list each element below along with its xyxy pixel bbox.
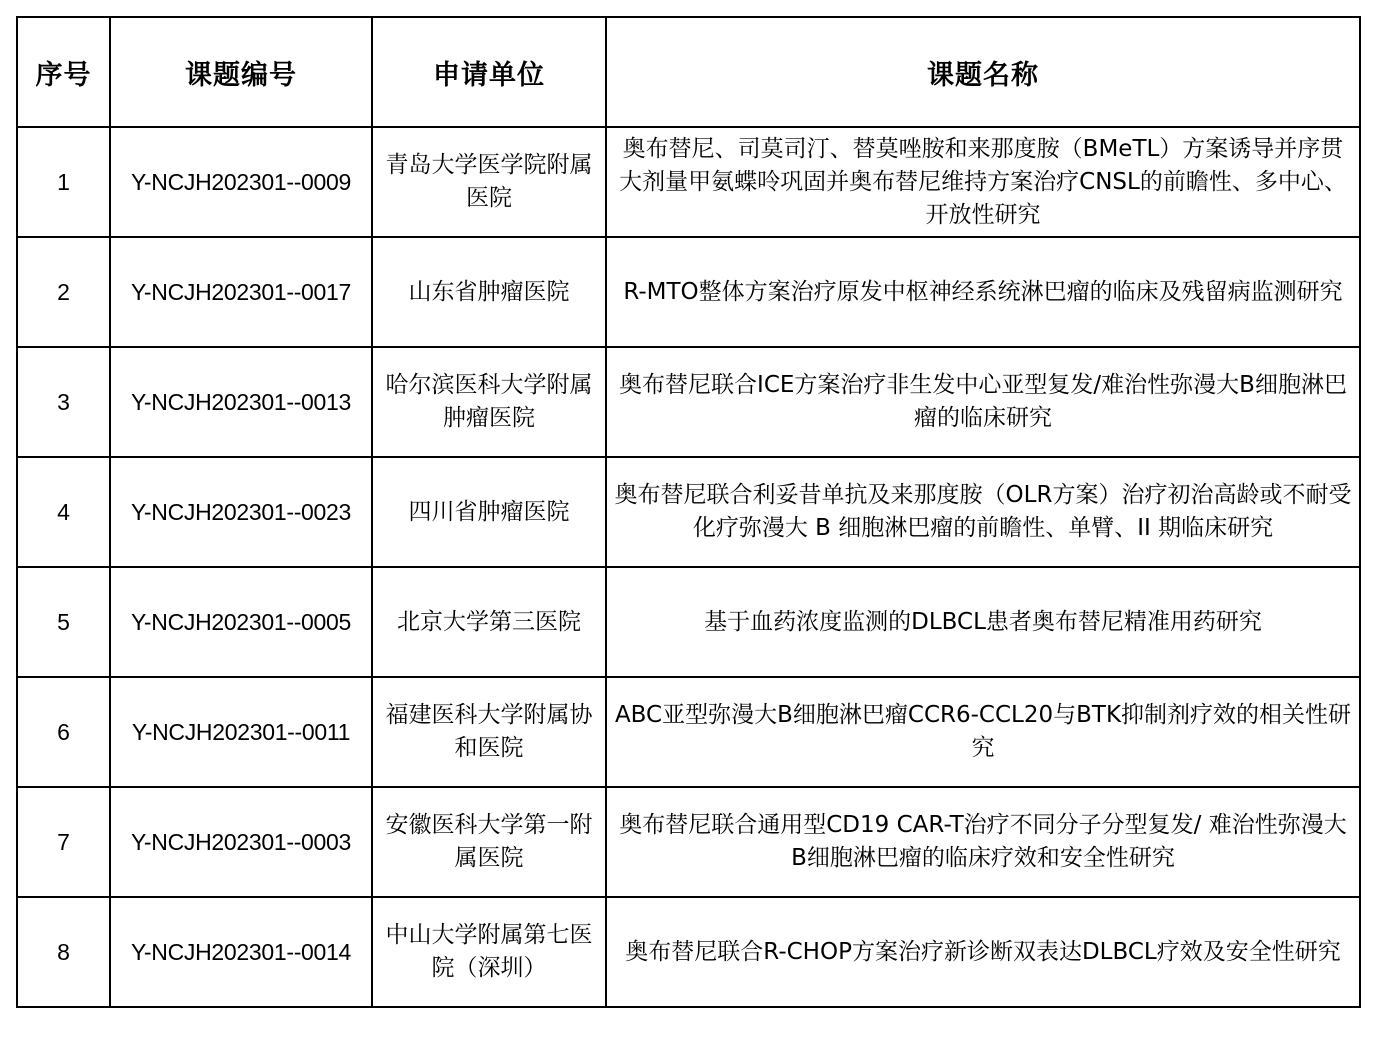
- row-code: Y-NCJH202301--0013: [110, 347, 372, 457]
- header-unit: 申请单位: [372, 17, 606, 127]
- row-title: 奥布替尼、司莫司汀、替莫唑胺和来那度胺（BMeTL）方案诱导并序贯大剂量甲氨蝶呤巩固并奥布替尼维持方案治疗CNSL的前瞻性、多中心、开放性研究: [606, 127, 1360, 237]
- table-row: [17, 127, 1360, 237]
- row-title: 奥布替尼联合利妥昔单抗及来那度胺（OLR方案）治疗初治高龄或不耐受化疗弥漫大 B 细胞淋巴瘤的前瞻性、单臂、II 期临床研究: [606, 457, 1360, 567]
- table-row: [17, 897, 1360, 1007]
- row-seq: 7: [17, 787, 110, 897]
- row-code: Y-NCJH202301--0003: [110, 787, 372, 897]
- row-unit: 福建医科大学附属协和医院: [372, 677, 606, 787]
- row-title: 奥布替尼联合ICE方案治疗非生发中心亚型复发/难治性弥漫大B细胞淋巴瘤的临床研究: [606, 347, 1360, 457]
- row-code: Y-NCJH202301--0014: [110, 897, 372, 1007]
- row-unit: 四川省肿瘤医院: [372, 457, 606, 567]
- row-code: Y-NCJH202301--0017: [110, 237, 372, 347]
- row-unit: 北京大学第三医院: [372, 567, 606, 677]
- table-row: [17, 677, 1360, 787]
- row-code: Y-NCJH202301--0023: [110, 457, 372, 567]
- table-row: [17, 457, 1360, 567]
- row-unit: 山东省肿瘤医院: [372, 237, 606, 347]
- row-seq: 6: [17, 677, 110, 787]
- header-seq: 序号: [17, 17, 110, 127]
- row-code: Y-NCJH202301--0011: [110, 677, 372, 787]
- row-seq: 1: [17, 127, 110, 237]
- table-row: [17, 787, 1360, 897]
- header-row: [17, 17, 1360, 127]
- table-row: [17, 567, 1360, 677]
- table-row: [17, 347, 1360, 457]
- row-seq: 5: [17, 567, 110, 677]
- row-title: ABC亚型弥漫大B细胞淋巴瘤CCR6-CCL20与BTK抑制剂疗效的相关性研究: [606, 677, 1360, 787]
- row-seq: 4: [17, 457, 110, 567]
- row-seq: 3: [17, 347, 110, 457]
- row-code: Y-NCJH202301--0009: [110, 127, 372, 237]
- row-code: Y-NCJH202301--0005: [110, 567, 372, 677]
- row-unit: 安徽医科大学第一附属医院: [372, 787, 606, 897]
- project-table: [16, 16, 1361, 1008]
- table-row: [17, 237, 1360, 347]
- row-unit: 哈尔滨医科大学附属肿瘤医院: [372, 347, 606, 457]
- header-code: 课题编号: [110, 17, 372, 127]
- row-title: R-MTO整体方案治疗原发中枢神经系统淋巴瘤的临床及残留病监测研究: [606, 237, 1360, 347]
- row-seq: 8: [17, 897, 110, 1007]
- row-unit: 中山大学附属第七医院（深圳）: [372, 897, 606, 1007]
- header-title: 课题名称: [606, 17, 1360, 127]
- row-seq: 2: [17, 237, 110, 347]
- row-title: 奥布替尼联合R-CHOP方案治疗新诊断双表达DLBCL疗效及安全性研究: [606, 897, 1360, 1007]
- row-unit: 青岛大学医学院附属医院: [372, 127, 606, 237]
- row-title: 奥布替尼联合通用型CD19 CAR-T治疗不同分子分型复发/ 难治性弥漫大B细胞淋巴瘤的临床疗效和安全性研究: [606, 787, 1360, 897]
- row-title: 基于血药浓度监测的DLBCL患者奥布替尼精准用药研究: [606, 567, 1360, 677]
